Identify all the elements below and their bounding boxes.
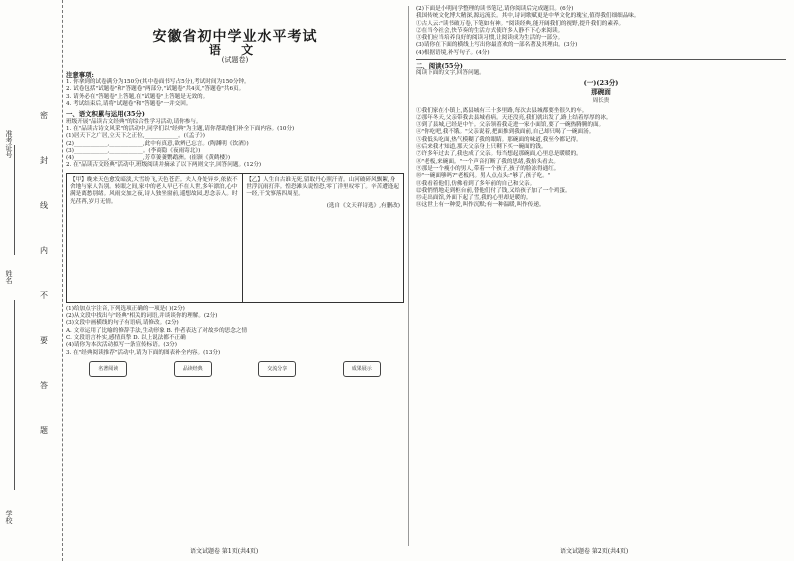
flow-node: 名著阅读 (89, 361, 127, 377)
subject-title: 语 文 (208, 43, 262, 58)
flow-diagram (66, 361, 404, 377)
page-2 (416, 6, 786, 210)
story-paragraph: ⑥后来我才知道,那天父亲身上只剩下买一碗面的钱。 (416, 144, 547, 151)
page-1-footer: 语文试题卷 第1页(共4页) (190, 548, 259, 555)
right-top-line: ①古人云:"读书破万卷,下笔如有神。"阅读经典,能开阔我们的视野,提升我们的素养。 (416, 20, 625, 27)
right-top-line: (3)请你在下面的横线上写出你最喜欢的一部名著及其理由。(3分) (416, 42, 578, 49)
seal-char: 要 (40, 336, 48, 345)
seal-char: 封 (40, 156, 48, 165)
reading-box-jia-text: 【甲】晚来天色愈发暗淡,大雪纷飞,天色苍茫。夫人身处异乡,依依不舍地与家人告别。转眼之间,家中的老人早已不在人世,多年漂泊,心中满是离愁别绪。风雨交加之夜,诗人独坐窗前,遥想故园,思念亲人。时光荏苒,岁月无情。 (70, 176, 238, 205)
q2-item: A. 文章运用了比喻的修辞手法,生动形象 B. 作者表达了对故乡的思念之情 (66, 327, 248, 334)
right-top-line: (4)根据语境,补写句子。(4分) (416, 49, 490, 56)
notice-item: 2. 试卷包括"试题卷"和"答题卷"两部分,"试题卷"共4页,"答题卷"共6页。 (66, 86, 245, 93)
q1-line: (1)居天下之广居,立天下之正位,____________。(《孟子》) (66, 133, 205, 140)
q1-line: (4)____________,____________,芳草萋萋鹦鹉洲。(崔颢《黄鹤楼》) (66, 155, 231, 162)
subject-subnote: (试题卷) (221, 55, 249, 64)
question-2: 2. 在"品读古文经典"活动中,班级阅读并摘录了以下两则文字,回答问题。(12分) (66, 162, 262, 169)
q2-item: (2)从文段中找出与"经典"相关的词语,并谈谈你的理解。(2分) (66, 313, 218, 320)
page-divider (408, 6, 409, 546)
bind-fill-line (14, 300, 15, 490)
page-1 (66, 6, 404, 381)
seal-char: 答 (40, 381, 48, 390)
question-3: 3. 在"经典阅读推荐"活动中,请为下面的图表补全内容。(13分) (66, 349, 221, 356)
story-paragraph: ③到了县城,已经是中午。父亲领着我走进一家小面馆,要了一碗热腾腾的面。 (416, 122, 605, 129)
story-title: 那碗面 (591, 87, 611, 96)
section-2-intro: 阅读下面的文字,回答问题。 (416, 70, 485, 77)
binding-strip (0, 0, 63, 561)
right-top-line: (2)下面是小明同学整理的读书笔记,请你阅读后完成题目。(6分) (416, 6, 574, 12)
page-2-footer: 语文试题卷 第2页(共4页) (560, 548, 629, 555)
right-top-line: 我国传统文化博大精深,源远流长。其中,诗词歌赋更是中华文化的瑰宝,值得我们细细品味。 (416, 13, 640, 20)
q2-item: (4)请你为本次活动拟写一条宣传标语。(3分) (66, 342, 177, 349)
story-part: (一)(23分) (583, 78, 619, 87)
story-author: 周长贵 (592, 98, 610, 105)
flow-node: 品读经典 (174, 361, 212, 377)
seal-char: 内 (40, 246, 48, 255)
story-paragraph: ①我们家在小镇上,离县城有三十多里路,每次去县城都要坐很久的车。 (416, 107, 588, 114)
bind-label-exam-no: 准考证号 (5, 130, 13, 158)
reading-box-yi (243, 174, 403, 302)
section-1-header: 一、语文积累与运用(35分) (66, 110, 145, 119)
notice-item: 4. 考试结束后,请将"试题卷"和"答题卷"一并交回。 (66, 101, 192, 108)
story-paragraph: ⑪我看着他们,仿佛看到了多年前的自己和父亲。 (416, 180, 536, 187)
bind-label-name: 姓名 (5, 270, 13, 284)
exam-title: 安徽省初中学业水平考试 (152, 29, 318, 45)
q2-item: (3)文段中画横线的句子有语病,请修改。(2分) (66, 320, 179, 327)
story-paragraph: ④"你吃吧,我不饿。"父亲说着,把面推到我面前,自己却只喝了一碗面汤。 (416, 129, 595, 136)
story-paragraph: ⑦许多年过去了,我也成了父亲。每当想起那碗面,心里总是暖暖的。 (416, 151, 582, 158)
seal-char: 密 (40, 111, 48, 120)
bind-fill-line (14, 145, 15, 255)
reading-box (66, 173, 404, 303)
story-paragraph: ⑤我低头吃面,热气模糊了我的眼睛。那碗面的味道,我至今都记得。 (416, 136, 582, 143)
right-top-line: ②在当今社会,快节奏的生活方式使许多人静不下心来阅读。 (416, 27, 564, 34)
story-paragraph: ⑨那是一个瘦小的男人,带着一个孩子,孩子的脸冻得通红。 (416, 165, 560, 172)
reading-box-source: (选自《文天祥诗选》,有删改) (326, 202, 400, 209)
flow-node: 成果展示 (343, 361, 381, 377)
bind-label-school: 学校 (5, 510, 13, 524)
section-2-header: 二、阅读(55分) (416, 62, 463, 71)
notice-item: 1. 你拿到的试卷满分为150分(其中卷面书写占5分),考试时间为150分钟。 (66, 79, 250, 86)
flow-node: 交流分享 (258, 361, 296, 377)
right-top-line: ③我们应当培养良好的阅读习惯,让阅读成为生活的一部分。 (416, 35, 564, 42)
section-1-intro: 班级开展"品读古文经典"的综合性学习活动,请你参与。 (66, 118, 202, 125)
story-paragraph: ⑭这世上有一种爱,叫作沉默;有一种温暖,叫作传递。 (416, 202, 545, 209)
story-paragraph: ⑬走出面馆,外面下起了雪,我的心里却是暖的。 (416, 195, 532, 202)
q2-item: (1)给加点字注音,下列选项正确的一项是( )(2分) (66, 305, 185, 312)
story-paragraph: ⑫我悄悄地走到柜台前,替他们付了钱,又给孩子加了一个鸡蛋。 (416, 187, 571, 194)
seal-char: 不 (40, 291, 48, 300)
story-paragraph: ⑧"老板,来碗面。"一个声音打断了我的思绪,我抬头看去。 (416, 158, 559, 165)
reading-box-yi-text: 【乙】人生自古谁无死,留取丹心照汗青。山河破碎风飘絮,身世浮沉雨打萍。惶恐滩头说惶恐,零丁洋里叹零丁。辛苦遭逢起一经,干戈寥落四周星。 (246, 176, 399, 198)
notice-item: 3. 请务必在"答题卷"上答题,在"试题卷"上答题是无效的。 (66, 93, 209, 100)
notice-header: 注意事项: (66, 70, 94, 79)
q1-line: (3)____________,____________。(李商隐《夜雨寄北》) (66, 147, 201, 154)
section-rule (416, 59, 786, 60)
story-paragraph: ⑩"一碗面够吗?"老板问。男人点点头:"够了,孩子吃。" (416, 173, 551, 180)
q1-line: (2)____________,____________,此中有真意,欲辨已忘言。(陶渊明《饮酒》) (66, 140, 249, 147)
q2-item: C. 文段语言朴实,感情真挚 D. 以上说法都不正确 (66, 334, 186, 341)
reading-box-jia (67, 174, 243, 302)
seal-char: 题 (40, 426, 48, 435)
question-1: 1. 在"品读古诗文风采"的活动中,同学们以"经典"为主题,请你帮助他们补全下面内容。(10分) (66, 125, 295, 132)
seal-char: 线 (40, 201, 48, 210)
story-paragraph: ②那年冬天,父亲带我去县城看病。天还没亮,我们就出发了,路上结着厚厚的冰。 (416, 114, 612, 121)
